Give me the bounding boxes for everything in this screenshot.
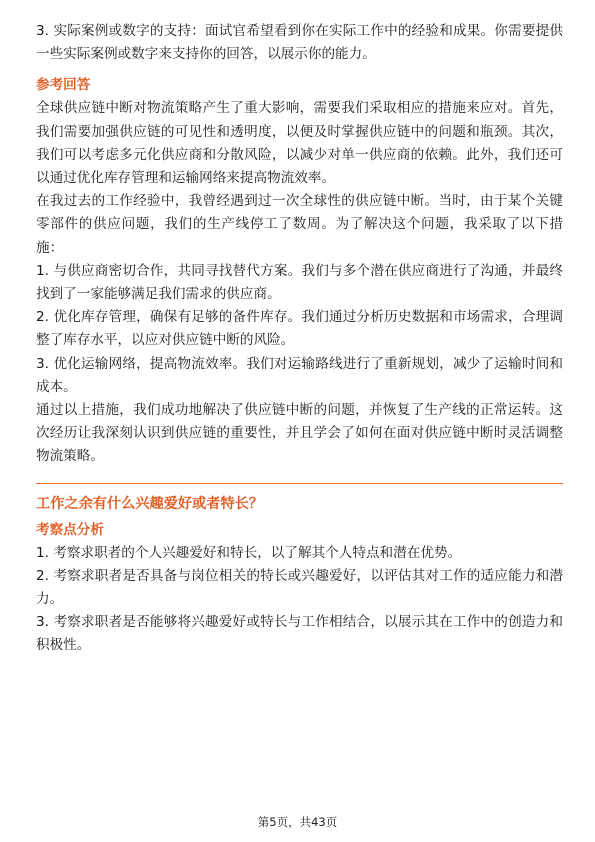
answer-paragraph: 全球供应链中断对物流策略产生了重大影响，需要我们采取相应的措施来应对。首先，我们需要加强供应链的可见性和透明度，以便及时掌握供应链中的问题和瓶颈。其次，我们可以考虑多元化供应商和分散风险，以减少对单一供应商的依赖。此外，我们还可以通过优化库存管理和运输网络来提高物流效率。	[36, 100, 563, 187]
document-body	[36, 20, 563, 658]
answer-list-item: 3. 优化运输网络，提高物流效率。我们对运输路线进行了重新规划，减少了运输时间和成本。	[36, 355, 563, 395]
question-title: 工作之余有什么兴趣爱好或者特长？	[36, 495, 264, 512]
reference-answer-heading: 参考回答	[36, 77, 91, 94]
analysis-item: 2. 考察求职者是否具备与岗位相关的特长或兴趣爱好，以评估其对工作的适应能力和潜力。	[36, 567, 563, 608]
analysis-item: 3. 考察求职者是否能够将兴趣爱好或特长与工作相结合，以展示其在工作中的创造力和积极性。	[36, 614, 563, 654]
page-number: 第5页，共43页	[257, 815, 338, 829]
answer-paragraph: 通过以上措施，我们成功地解决了供应链中断的问题，并恢复了生产线的正常运转。这次经历让我深刻认识到供应链的重要性，并且学会了如何在面对供应链中断时灵活调整物流策略。	[36, 402, 563, 465]
answer-list-item: 1. 与供应商密切合作，共同寻找替代方案。我们与多个潜在供应商进行了沟通，并最终找到了一家能够满足我们需求的供应商。	[36, 262, 563, 303]
section-divider	[36, 483, 563, 484]
intro-item-3: 3. 实际案例或数字的支持：面试官希望看到你在实际工作中的经验和成果。你需要提供一些实际案例或数字来支持你的回答，以展示你的能力。	[36, 23, 563, 63]
analysis-heading: 考察点分析	[36, 521, 104, 538]
answer-paragraph: 在我过去的工作经验中，我曾经遇到过一次全球性的供应链中断。当时，由于某个关键零部件的供应问题，我们的生产线停工了数周。为了解决这个问题，我采取了以下措施：	[36, 193, 563, 256]
answer-list-item: 2. 优化库存管理，确保有足够的备件库存。我们通过分析历史数据和市场需求，合理调整了库存水平，以应对供应链中断的风险。	[36, 309, 563, 349]
analysis-item: 1. 考察求职者的个人兴趣爱好和特长，以了解其个人特点和潜在优势。	[36, 544, 462, 561]
